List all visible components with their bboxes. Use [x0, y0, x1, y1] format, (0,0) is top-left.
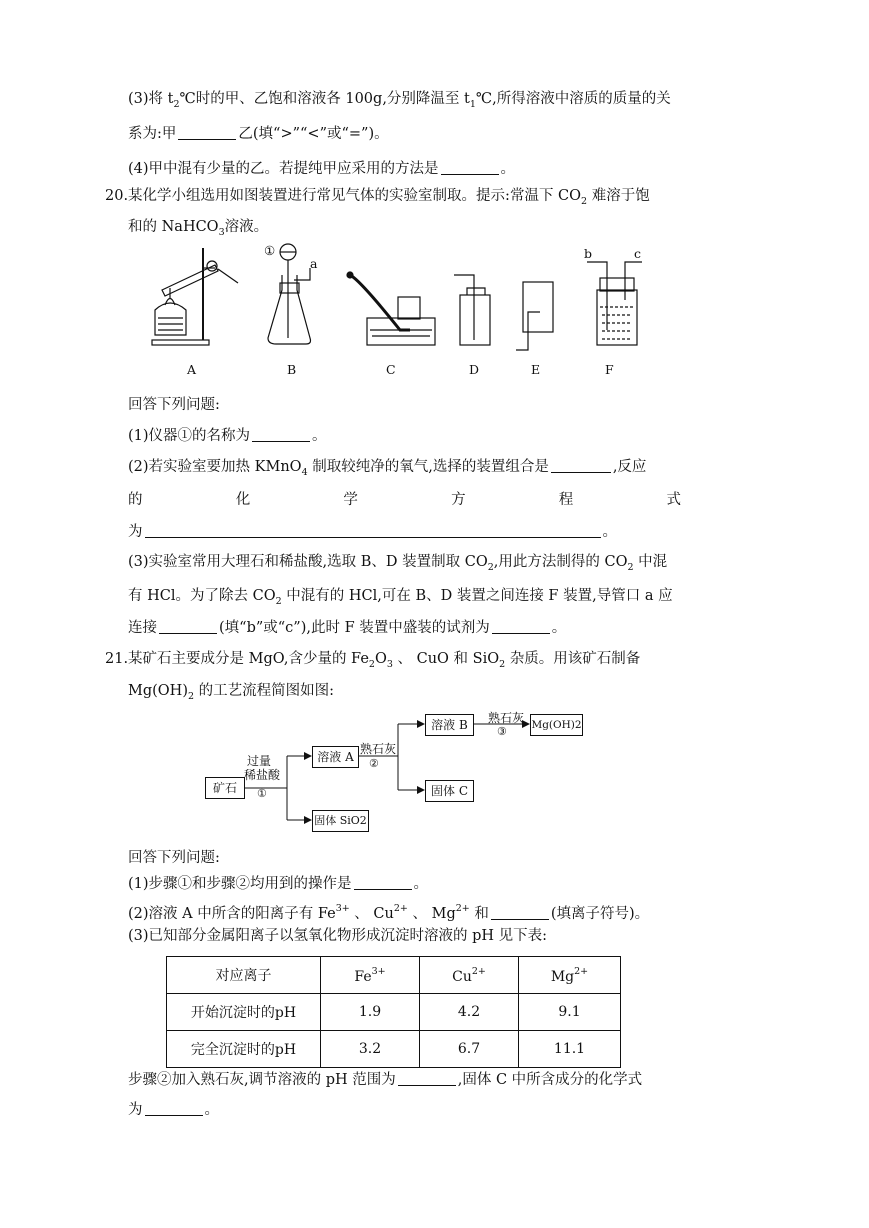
- flow-step1-mark: ①: [257, 787, 267, 800]
- table-cell: 11.1: [519, 1031, 621, 1068]
- answer-blank[interactable]: [145, 522, 601, 538]
- flow-node-ore: 矿石: [205, 777, 245, 799]
- table-cell: 1.9: [321, 994, 420, 1031]
- flow-reagent1-line1: 过量: [247, 754, 272, 768]
- q21-part1: (1)步骤①和步骤②均用到的操作是 。: [128, 876, 429, 892]
- table-row: [167, 1031, 621, 1068]
- apparatus-label-e: E: [531, 362, 541, 377]
- flow-node-solution-a: 溶液 A: [312, 746, 359, 768]
- table-header-cell: $Cu^{2+}$: [420, 957, 519, 994]
- q21-part3-question-line1: 步骤②加入熟石灰,调节溶液的 pH 范围为 ,固体 C 中所含成分的化学式: [128, 1072, 643, 1088]
- table-cell: 4.2: [420, 994, 519, 1031]
- q21-part3-question-line2: 为 。: [128, 1102, 219, 1118]
- table-header-cell: 对应离子: [167, 957, 321, 994]
- apparatus-d-drawing: [454, 275, 490, 345]
- q19-part4: (4)甲中混有少量的乙。若提纯甲应采用的方法是 。: [128, 161, 516, 177]
- answer-blank[interactable]: [178, 124, 236, 140]
- answer-blank[interactable]: [441, 159, 499, 175]
- flow-step3-mark: ③: [497, 725, 507, 738]
- q21-part2: (2)溶液 A 中所含的阳离子有 $Fe^{3+}$ 、 $Cu^{2+}$ 、 $Mg^{2+}$ 和 (填离子符号)。: [128, 903, 650, 922]
- answer-blank[interactable]: [159, 618, 217, 634]
- table-header-cell: $Mg^{2+}$: [519, 957, 621, 994]
- apparatus-c-drawing: [347, 272, 435, 345]
- answer-blank[interactable]: [145, 1100, 203, 1116]
- apparatus-a-drawing: [152, 248, 238, 345]
- q20-part3-line2: 有 HCl。为了除去 $CO_2$ 中混有的 HCl,可在 B、D 装置之间连接 F 装置,导管口 a 应: [128, 588, 673, 607]
- q19-part3-line1: (3)将 $t_2℃$时的甲、乙饱和溶液各 100g,分别降温至 $t_1℃$,所得溶液中溶质的质量的关: [128, 91, 671, 110]
- flow-reagent2: 熟石灰: [360, 742, 397, 756]
- q21-stem-line1: 21.某矿石主要成分是 MgO,含少量的 $Fe_2O_3$ 、 CuO 和 SiO$_2$ 杂质。用该矿石制备: [105, 651, 641, 670]
- table-row: [167, 994, 621, 1031]
- flow-reagent1-line2: 稀盐酸: [244, 768, 281, 782]
- answer-blank[interactable]: [491, 904, 549, 920]
- q21-stem-line2: $Mg(OH)_2$ 的工艺流程简图如图:: [128, 683, 335, 702]
- apparatus-e-drawing: [516, 282, 553, 350]
- answer-blank[interactable]: [354, 874, 412, 890]
- q20-answer-intro: 回答下列问题:: [128, 397, 220, 413]
- flow-node-solution-b: 溶液 B: [425, 714, 474, 736]
- answer-blank[interactable]: [252, 426, 310, 442]
- flow-step2-mark: ②: [369, 757, 379, 770]
- table-cell: 3.2: [321, 1031, 420, 1068]
- q20-part3-line3: 连接 (填“b”或“c”),此时 F 装置中盛装的试剂为 。: [128, 620, 567, 636]
- q21-answer-intro: 回答下列问题:: [128, 850, 220, 866]
- q20-part1: (1)仪器①的名称为 。: [128, 428, 327, 444]
- q19-part3-line2: 系为:甲 乙(填“>”“<”或“=”)。: [128, 126, 389, 142]
- q20-part3-line1: (3)实验室常用大理石和稀盐酸,选取 B、D 装置制取 $CO_2$,用此方法制得的 $CO_2$ 中混: [128, 554, 668, 573]
- apparatus-label-b: B: [287, 362, 297, 377]
- table-cell: 完全沉淀时的pH: [167, 1031, 321, 1068]
- apparatus-label-a: A: [187, 362, 197, 377]
- apparatus-label-d: D: [469, 362, 480, 377]
- table-cell: 9.1: [519, 994, 621, 1031]
- flow-reagent3: 熟石灰: [488, 711, 525, 725]
- flow-node-solid-sio2: 固体 SiO2: [312, 810, 369, 832]
- flow-node-solid-c: 固体 C: [425, 780, 474, 802]
- answer-blank[interactable]: [492, 618, 550, 634]
- ph-table: [166, 956, 621, 1068]
- apparatus-label-c: C: [386, 362, 396, 377]
- flow-node-mgoh2: Mg(OH)2: [530, 714, 583, 736]
- answer-blank[interactable]: [551, 457, 611, 473]
- tube-mouth-a-label: a: [310, 256, 318, 271]
- q20-part2-line3: 为 。: [128, 524, 617, 540]
- instrument-circle-1-mark: ①: [264, 243, 276, 258]
- q20-part2-line1: (2)若实验室要加热 KMnO$_4$ 制取较纯净的氧气,选择的装置组合是 ,反应: [128, 459, 647, 478]
- q20-stem-line1: 20.某化学小组选用如图装置进行常见气体的实验室制取。提示:常温下 $CO_2$ 难溶于饱: [105, 188, 650, 207]
- table-header-cell: $Fe^{3+}$: [321, 957, 420, 994]
- q21-part3: (3)已知部分金属阳离子以氢氧化物形成沉淀时溶液的 pH 见下表:: [128, 928, 548, 944]
- table-cell: 开始沉淀时的pH: [167, 994, 321, 1031]
- answer-blank[interactable]: [398, 1070, 456, 1086]
- tube-mouth-c-label: c: [634, 246, 642, 261]
- apparatus-label-f: F: [605, 362, 614, 377]
- table-header-row: [167, 957, 621, 994]
- tube-mouth-b-label: b: [584, 246, 593, 261]
- apparatus-f-drawing: [587, 262, 642, 345]
- apparatus-b-drawing: [268, 244, 311, 344]
- q20-stem-line2: 和的 NaHCO$_3$溶液。: [128, 219, 269, 238]
- table-cell: 6.7: [420, 1031, 519, 1068]
- q20-part2-line2: 的 化 学 方 程 式: [128, 492, 681, 508]
